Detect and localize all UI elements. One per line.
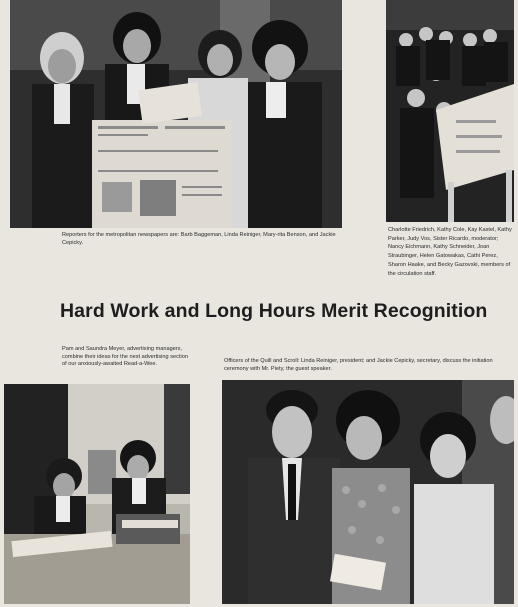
page-headline: Hard Work and Long Hours Merit Recognition — [60, 300, 488, 322]
photo-circulation-staff — [386, 0, 514, 222]
photo-quill-and-scroll-officers — [222, 380, 514, 604]
photo-advertising-managers — [4, 384, 190, 604]
caption-officers: Officers of the Quill and Scroll: Linda Reiniger, president; and Jackie Cepicky, secretary, discuss the initiation ceremony with Mr. Piety, the guest speaker. — [224, 358, 493, 372]
photo-reporters — [10, 0, 342, 228]
caption-advertising: Pam and Saundra Meyer, advertising managers, combine their ideas for the next advertising section of our anxiously-awaited Read-a-Wee. — [62, 346, 188, 368]
caption-circulation-staff: Charlotte Friedrich, Kathy Cole, Kay Kastel, Kathy Parker, Judy Vos, Sister Ricardo, moderator; Nancy Eichmann, Kathy Schneider, Joan Straubinger, Helen Gatowakas, Cathi Perez, Sharon Haake, and Becky Gazovski, members of the circulation staff. — [388, 227, 512, 277]
caption-reporters: Reporters for the metropolitan newspapers are: Barb Baggeman, Linda Reiniger, Mary-rita Benson, and Jackie Cepicky. — [62, 232, 336, 246]
